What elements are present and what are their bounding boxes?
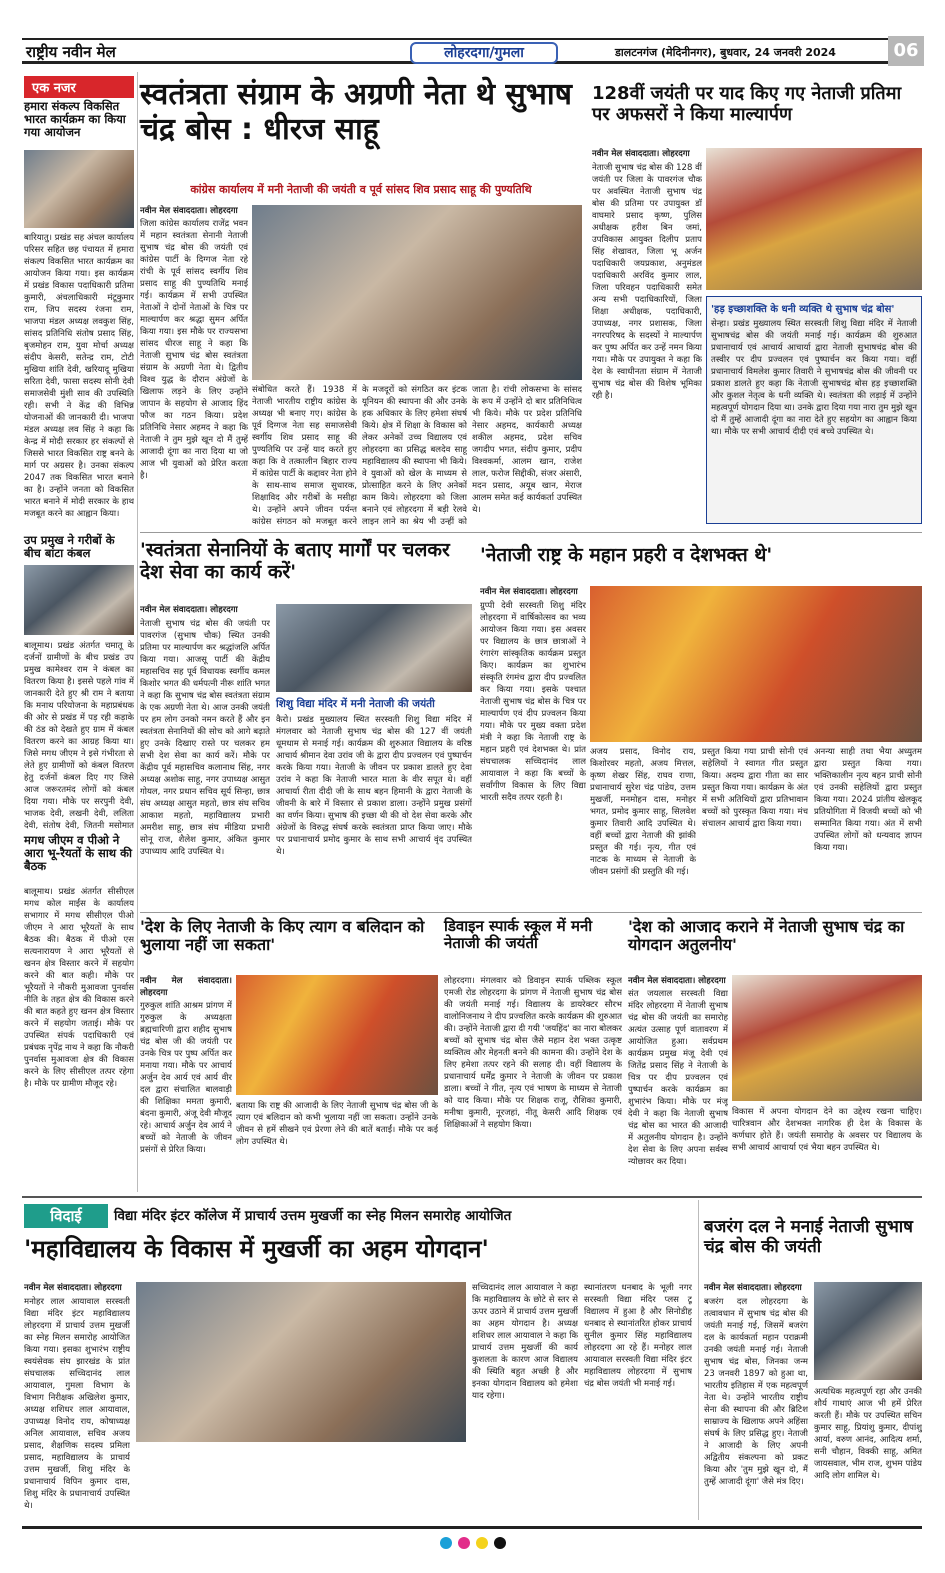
sidebar-story-2: बालूमाथ। प्रखंड अंतर्गत चमातू के दर्जनों ग्रामीणों के बीच प्रखंड उप प्रमुख कामेश्वर राम ने कंबल का वितरण किया है। इससे पहले गांव में जानकारी देते हुए श्री राम ने बताया कि मनाथ परियोजना के महाप्रबंधक की ओर से प्रखंड में पड़ रही कड़ाके की ठंड को देखते हुए ग्राम में कंबल वितरण करने का आग्रह किया था। जिसे मगध जीएम ने इसे गंभीरता से लेते हुए ग्रामीणों को कंबल वितरण हेतु दर्जनों कंबल दिए गए जिसे आज जरूरतमंद लोगों को कंबल दिया गया। मौके पर सरपुनी देवी, भाजक देवी, लखनी देवी, ललिता देवी, संतोष देवी, जितनी मसोमात [24, 641, 134, 830]
vidai-headline: 'महाविद्यालय के विकास में मुखर्जी का अहम योगदान' [24, 1235, 489, 1263]
vidai-strap: विद्या मंदिर इंटर कॉलेज में प्राचार्य उत्तम मुखर्जी का स्नेह मिलन समारोह आयोजित [114, 1208, 512, 1224]
atulniya-headline: 'देश को आजाद कराने में नेताजी सुभाष चंद्र का योगदान अतुलनीय' [628, 917, 905, 955]
lead-byline: नवीन मेल संवाददाता। लोहरदगा [140, 206, 238, 216]
lead-photo [252, 205, 582, 380]
vidai-body: मनोहर लाल आयावाल सरस्वती विद्या मंदिर इंटर महाविद्यालय लोहरदगा में प्राचार्य उत्तम मुखर्जी का स्नेह मिलन समारोह आयोजित किया गया। इसका शुभारंभ राष्ट्रीय स्वयंसेवक संघ झारखंड के प्रांत संघचालक सच्चिदानंद लाल आयावाल, गुमला विभाग के विभाग निरीक्षक अखिलेश कुमार, अध्यक्ष शशिधर लाल आयावाल, उपाध्यक्ष विनोद राय, कोषाध्यक्ष अनिल आयावाल, सचिव अजय प्रसाद, शैक्षणिक सदस्य प्रमिला प्रसाद, महाविद्यालय के प्राचार्य उत्तम मुखर्जी, शिशु मंदिर के प्रधानाचार्य विपिन कुमार दास, शिशु मंदिर के प्रधानाचार्य उपस्थित थे। [24, 1297, 130, 1511]
senani-byline: नवीन मेल संवाददाता। लोहरदगा [140, 605, 238, 615]
atulniya-col-2: विकास में अपना योगदान देने का उद्देश्य रखना चाहिए। चारित्रवान और देशभक्त नागरिक ही देश के विकास के कर्णधार होते हैं। जयंती समारोह के अवसर पर विद्यालय के सभी आचार्य आचार्या एवं भैया बहन उपस्थित थे। [732, 1107, 922, 1153]
vidai-divider [698, 1200, 699, 1520]
bajrang-col-2: अत्यधिक महत्वपूर्ण रहा और उनकी शौर्य गाथाएं आज भी हमें प्रेरित करती हैं। मौके पर उपस्थित सचिन कुमार साहू, प्रियांशु कुमार, दीपांशु आर्या, वरुण आनंद, आदित्य शर्मा, सनी चौहान, विक्की साहू, अमित जायसवाल, भीम राज, शुभम पांडेय आदि लोग शामिल थे। [814, 1387, 922, 1481]
paper-name: राष्ट्रीय नवीन मेल [26, 43, 116, 61]
atulniya-photo [732, 975, 922, 1101]
sidebar-headline-1: हमारा संकल्प विकसित भारत कार्यक्रम का किया गया आयोजन [24, 99, 126, 140]
vidai-photo [136, 1282, 466, 1442]
bajrang-byline: नवीन मेल संवाददाता। लोहरदगा [704, 1283, 802, 1293]
officers-box-title: 'हड़ इच्छाशक्ति के धनी व्यक्ति थे सुभाष चंद्र बोस' [711, 304, 895, 315]
officers-box [706, 296, 922, 524]
tyag-body: गुरुकुल शांति आश्रम प्रांगण में गुरुकुल के अध्यक्षता ब्रह्मचारिणी द्वारा शहीद सुभाष चंद्र बोस जी की जयंती पर उनके चित्र पर पुष्प अर्पित कर मनाया गया। मौके पर आचार्य अर्जुन देव आर्य एवं आर्य वीर दल द्वारा संचालित बालवाड़ी की शिक्षिका ममता कुमारी, बंदना कुमारी, अंजू देवी मौजूद रहे। आचार्य अर्जुन देव आर्य ने बच्चों को नेताजी के जीवन प्रसंगों से प्रेरित किया। [140, 1001, 232, 1155]
tyag-headline: 'देश के लिए नेताजी के किए त्याग व बलिदान को भुलाया नहीं जा सकता' [140, 917, 425, 955]
prahari-body: ग्रुप्पी देवी सरस्वती शिशु मंदिर लोहरदगा में वार्षिकोत्सव का भव्य आयोजन किया गया। इस अवसर पर विद्यालय के छात्र छात्राओं ने रंगारंग सांस्कृतिक कार्यक्रम प्रस्तुत किए। कार्यक्रम का शुभारंभ संस्कृति रंगमंच द्वारा दीप प्रज्वलित कर किया गया। इसके पश्चात नेताजी सुभाष चंद्र बोस के चित्र पर माल्यार्पण एवं दीप प्रज्वलन किया गया। मौके पर मुख्य वक्ता प्रदेश मंत्री ने कहा कि नेताजी राष्ट्र के महान प्रहरी एवं देशभक्त थे। प्रांत संघचालक सच्चिदानंद लाल आयावाल ने कहा कि बच्चों के सर्वांगीण विकास के लिए विद्या भारती सदैव तत्पर रहती है। [480, 601, 586, 803]
tyag-col-2: बताया कि राष्ट्र की आजादी के लिए नेताजी सुभाष चंद्र बोस जी के त्याग एवं बलिदान को कभी भुलाया नहीं जा सकता। उन्होंने उनके जीवन से हमें सीखने एवं प्रेरणा लेने की बातें बताईं। मौके पर कई लोग उपस्थित थे। [236, 1101, 438, 1147]
lead-col-2: संबोधित करते हैं। 1938 में नेताजी भारतीय राष्ट्रीय कांग्रेस के अध्यक्ष भी बनाए गए। कांग्रेस के पूर्व दिग्गज नेता सह समाजसेवी स्वर्गीय शिव प्रसाद साहू की पुण्यतिथि पर उन्हें याद करते हुए कहा कि वे तत्कालीन बिहार राज्य में कांग्रेस पार्टी के कद्दावर नेता होने के साथ-साथ समाज सुधारक, शिक्षाविद और गरीबों के मसीहा थे। उन्होंने अपने जीवन पर्यन्त कांग्रेस संगठन को मजबूत करने [252, 385, 357, 526]
sidebar-photo-2 [24, 565, 134, 635]
atulniya-body: संत जयलाल सरस्वती विद्या मंदिर लोहरदगा में नेताजी सुभाष चंद्र बोस की जयंती का समारोह अत्यंत उत्साह पूर्ण वातावरण में आयोजित हुआ। सर्वप्रथम कार्यक्रम प्रमुख मंजू देवी एवं जितेंद्र प्रसाद सिंह ने नेताजी के चित्र पर दीप प्रज्वलन एवं पुष्पार्चन करके कार्यक्रम का शुभारंभ किया। मौके पर मंजू देवी ने कहा कि नेताजी सुभाष चंद्र बोस का भारत की आजादी में अतुलनीय योगदान है। उन्होंने देश सेवा के लिए अपना सर्वस्व न्योछावर कर दिया। [628, 989, 728, 1167]
spark-headline: डिवाइन स्पार्क स्कूल में मनी नेताजी की जयंती [444, 917, 593, 953]
tyag-byline: नवीन मेल संवाददाता। लोहरदगा [140, 976, 232, 998]
edition-badge: लोहरदगा/गुमला [410, 42, 558, 64]
color-dot-3 [494, 1537, 506, 1549]
color-dot-1 [458, 1537, 470, 1549]
prahari-col-2: अजय प्रसाद, विनोद राय, किशोरवर महतो, अजय मित्तल, कृष्ण शेखर सिंह, राघव राणा, प्रधानाचार्य सुरेश चंद्र पांडेय, उत्तम मुखर्जी, मनमोहन दास, मनोहर भगत, प्रमोद कुमार साहू, सिलवेश कुमार तिवारी आदि उपस्थित थे। वहीं बच्चों द्वारा नेताजी की झांकी प्रस्तुत की गई। नृत्य, गीत एवं नाटक के माध्यम से नेताजी के जीवन प्रसंगों की प्रस्तुति की गई। [590, 747, 696, 877]
senani-photo [276, 604, 472, 692]
officers-headline: 128वीं जयंती पर याद किए गए नेताजी प्रतिमा पर अफसरों ने किया माल्यार्पण [592, 83, 902, 125]
officers-box-body: सेन्हा। प्रखंड मुख्यालय स्थित सरस्वती शिशु विद्या मंदिर में नेताजी सुभाषचंद्र बोस की जयंती मनाई गई। कार्यक्रम की शुरुआत प्रधानाचार्य एवं आचार्य आचार्या द्वारा नेताजी सुभाषचंद्र बोस की तस्वीर पर दीप प्रज्वलन एवं पुष्पार्चन कर किया गया। वहीं प्रधानाचार्य विमलेश कुमार तिवारी ने सुभाषचंद्र बोस की जीवनी पर प्रकाश डालते हुए कहा कि नेताजी सुभाषचंद्र बोस हड़ इच्छाशक्ति और कुशल नेतृत्व के धनी व्यक्ति थे। स्वतंत्रता की लड़ाई में उन्होंने महत्वपूर्ण योगदान दिया था। उनके द्वारा दिया गया नारा तुम मुझे खून दो मैं तुम्हें आजादी दूंगा का नारा देते हुए सहयोग का आह्वान किया था। मौके पर सभी आचार्य दीदी एवं बच्चे उपस्थित थे। [711, 319, 917, 437]
bajrang-body: बजरंग दल लोहरदगा के तत्वावधान में सुभाष चंद्र बोस की जयंती मनाई गई, जिसमें बजरंग दल के कार्यकर्ता महान पराक्रमी उनकी जयंती मनाई गई। नेताजी सुभाष चंद्र बोस, जिनका जन्म 23 जनवरी 1897 को हुआ था, भारतीय इतिहास में एक महत्वपूर्ण नेता थे। उन्होंने भारतीय राष्ट्रीय सेना की स्थापना की और ब्रिटिश साम्राज्य के खिलाफ अपने अहिंसा संघर्ष के लिए प्रसिद्ध हुए। नेताजी ने आजादी के लिए अपनी अद्वितीय संकल्पना को प्रकट किया और 'तुम मुझे खून दो, मैं तुम्हें आजादी दूंगा' जैसे मंत्र दिए। [704, 1297, 808, 1487]
spark-body: लोहरदगा। मंगलवार को डिवाइन स्पार्क पब्लिक स्कूल एमजी रोड लोहरदगा के प्रांगण में नेताजी सुभाष चंद्र बोस की जयंती मनाई गई। विद्यालय के डायरेक्टर सौरभ वालोनिजनाथ ने दीप प्रज्वलित करके कार्यक्रम की शुरुआत की। उन्होंने नेताजी द्वारा दी गयी 'जयहिंद' का नारा बोलकर बच्चों को सुभाष चंद्र बोस जैसे महान देश भक्त उत्कृष्ट व्यक्तित्व और मेहनती बनने की कामना की। उन्होंने देश के लिए हमेशा तत्पर रहने की सलाह दी। वहीं विद्यालय के प्रधानाचार्य धर्मेंद्र कुमार ने नेताजी के जीवन पर प्रकाश डाला। बच्चों ने गीत, नृत्य एवं भाषण के माध्यम से नेताजी को याद किया। मौके पर शिक्षक राजू, रौशिका कुमारी, मनीषा कुमारी, नूरजहां, नीतू केसरी आदि शिक्षक एवं शिक्षिकाओं ने सहयोग किया। [444, 976, 622, 1130]
vidai-byline: नवीन मेल संवाददाता। लोहरदगा [24, 1283, 122, 1293]
sidebar-story-3: बालूमाथ। प्रखंड अंतर्गत सीसीएल मगध कोल माईंस के कार्यालय सभागार में मगध सीसीएल पीओ जीएम ने आरा भूरैयतों के साथ बैठक की। बैठक में पीओ एस सत्यनारायण ने आरा भूरैयतों से खनन क्षेत्र विस्तार करने में सहयोग करने की बात कही। मौके पर भूरैयतों ने नौकरी मुआवजा पुनर्वास नीति के तहत क्षेत्र की विकास करने की बात कहते हुए खनन क्षेत्र विस्तार करने में सहयोग जताई। मौके पर उपस्थित संपर्क पदाधिकारी एवं प्रबंधक नृपेंद्र नाथ ने कहा कि नौकरी पुनर्वास मुआवजा क्षेत्र की विकास करने के लिए सीसीएल तत्पर रहेगा है। मौके पर ग्रामीण मौजूद रहे। [24, 887, 134, 1089]
footer-rule [22, 1526, 922, 1529]
vidai-tag: विदाई [24, 1204, 108, 1228]
lead-col-1: जिला कांग्रेस कार्यालय राजेंद्र भवन में महान स्वतंत्रता सेनानी नेताजी सुभाष चंद्र बोस की जयंती एवं कांग्रेस पार्टी के दिग्गज नेता रहे रांची के पूर्व सांसद स्वर्गीय शिव प्रसाद साहू की पुण्यतिथि मनाई गई। कार्यक्रम में सभी उपस्थित नेताओं ने दोनों नेताओं के चित्र पर माल्यार्पण कर श्रद्धा सुमन अर्पित किया गया। इस मौके पर राज्यसभा सांसद धीरज साहू ने कहा कि नेताजी सुभाष चंद्र बोस स्वतंत्रता संग्राम के अग्रणी नेता थे। द्वितीय विश्व युद्ध के दौरान अंग्रेजों के खिलाफ लड़ने के लिए उन्होंने जापान के सहयोग से आजाद हिंद फौज का गठन किया। प्रदेश प्रतिनिधि नेसार अहमद ने कहा कि नेताजी ने तुम मुझे खून दो मैं तुम्हें आजादी दूंगा का नारा दिया था जो आज भी युवाओं को प्रेरित करता है। [140, 219, 248, 481]
prahari-photo [590, 586, 922, 742]
lead-col-4: जाता है। रांची लोकसभा के सांसद के रूप में उन्होंने दो बार प्रतिनिधित्व भी किये। मौके पर प्रदेश प्रतिनिधि नेसार अहमद, कार्यकारी अध्यक्ष शकील अहमद, प्रदेश सचिव जगदीप भगत, संदीप कुमार, प्रदीप विश्वकर्मा, आलम खान, राजेश लाल, फरोज सिद्दीकी, संजर अंसारी, मदन प्रसाद, अयूब खान, मेराज आलम समेत कई कार्यकर्ता उपस्थित थे। [472, 385, 582, 515]
shishu-body: कैरो। प्रखंड मुख्यालय स्थित सरस्वती शिशु विद्या मंदिर में मंगलवार को नेताजी सुभाष चंद्र बोस की 127 वीं जयंती धूमधाम से मनाई गई। कार्यक्रम की शुरुआत विद्यालय के वरिष्ठ आचार्य श्रीमान देवा उरांव जी के द्वारा दीप प्रज्वलन एवं पुष्पार्चन करके किया गया। नेताजी के जीवन पर प्रकाश डालते हुए देवा उरांव ने कहा कि नेताजी भारत माता के वीर सपूत थे। वहीं आचार्या रीता दीदी जी के साथ बहन हिमानी के द्वारा नेताजी के जीवनी के बारे में विस्तार से प्रकाश डाला। उन्होंने प्रमुख प्रसंगों का वर्णन किया। सुभाष की इच्छा थी की वो देश सेवा करके और अंग्रेजों के विरुद्ध संघर्ष करके स्वतंत्रता प्राप्त किया जाए। मौके पर प्रधानाचार्य प्रमोद कुमार के साथ सभी आचार्य वृंद उपस्थित थे। [276, 715, 472, 857]
officers-photo [706, 148, 922, 290]
tyag-photo [236, 975, 438, 1095]
prahari-col-3: प्रस्तुत किया गया प्राची सोनी एवं सहेलियों ने स्वागत गीत प्रस्तुत किया। अदम्य द्वारा गीता का सार प्रस्तुत किया गया। कार्यक्रम के अंत में सभी अतिथियों द्वारा प्रतिभावान बच्चों को पुरस्कृत किया गया। मंच संचालन आचार्य द्वारा किया गया। [702, 747, 808, 829]
sidebar-headline-2: उप प्रमुख ने गरीबों के बीच बांटा कंबल [24, 533, 115, 561]
lead-headline: स्वतंत्रता संग्राम के अग्रणी नेता थे सुभाष चंद्र बोस : धीरज साहू [140, 77, 572, 147]
vidai-col-2: सच्चिदानंद लाल आयावाल ने कहा कि महाविद्यालय के छोटे से स्तर से ऊपर उठाने में प्राचार्य उत्तम मुखर्जी का अहम योगदान है। अध्यक्ष शशिधर लाल आयावाल ने कहा कि प्राचार्य उत्तम मुखर्जी की कार्य कुशलता के कारण आज विद्यालय की स्थिति बहुत अच्छी है और इनका योगदान विद्यालय को हमेशा याद रहेगा। [472, 1283, 578, 1401]
sidebar-divider [137, 72, 138, 1192]
prahari-col-4: अनन्या साही तथा भैया अध्युतम द्वारा प्रस्तुत किया गया। भक्तिकालीन नृत्य बहन प्राची सोनी एवं उनकी सहेलियों द्वारा प्रस्तुत किया गया। 2024 प्रांतीय खेलकूद प्रतियोगिता में विजयी बच्चों को भी सम्मानित किया गया। अंत में सभी उपस्थित लोगों को धन्यवाद ज्ञापन किया गया। [814, 747, 922, 853]
prahari-headline: 'नेताजी राष्ट्र के महान प्रहरी व देशभक्त थे' [480, 544, 773, 566]
lead-col-3: के मजदूरों को संगठित कर इंटक यूनियन की स्थापना की और उनके हक अधिकार के लिए हमेशा संघर्ष किये। क्षेत्र में शिक्षा के विकास को लेकर अनेकों उच्च विद्यालय एवं लोहरदगा का प्रसिद्ध बलदेव साहू महाविद्यालय की स्थापना भी किये। वे युवाओं को खेल के माध्यम से प्रोत्साहित करने के लिए अनेकों काम किये। लोहरदगा को जिला बनाने एवं लोहरदगा में बड़ी रेलवे लाइन लाने का श्रेय भी उन्हीं को [362, 385, 467, 526]
dateline: डालटनगंज (मेदिनीनगर), बुधवार, 24 जनवरी 2024 [615, 46, 836, 59]
section-rule-2 [140, 912, 922, 913]
bajrang-headline: बजरंग दल ने मनाई नेताजी सुभाष चंद्र बोस की जयंती [704, 1217, 913, 1257]
section-rule-3 [22, 1196, 922, 1198]
officers-byline: नवीन मेल संवाददाता। लोहरदगा [592, 149, 690, 159]
officers-body: नेताजी सुभाष चंद्र बोस की 128 वीं जयंती पर जिला के पावरगंज चौक पर अवस्थित नेताजी सुभाष चंद्र बोस की प्रतिमा पर उपायुक्त डॉ वाघमारे प्रसाद कृष्ण, पुलिस अधीक्षक हरीश बिन जमां, उपविकास आयुक्त दिलीप प्रताप सिंह शेखावत, जिला भू अर्जन पदाधिकारी जयप्रकाश, अनुमंडल पदाधिकारी अरविंद कुमार लाल, जिला परिवहन पदाधिकारी समेत अन्य सभी पदाधिकारियों, जिला शिक्षा अधीक्षक, पदाधिकारी, उपाध्यक्ष, नगर प्रशासक, जिला नगरपरिषद के सदस्यों ने माल्यार्पण कर पुष्प अर्पित कर उन्हें नमन किया गया। मौके पर उपायुक्त ने कहा कि देश के स्वाधीनता संग्राम में नेताजी सुभाष चंद्र बोस की विशेष भूमिका रही है। [592, 163, 702, 401]
color-dot-2 [476, 1537, 488, 1549]
page-number: 06 [888, 36, 924, 66]
lead-subhead: कांग्रेस कार्यालय में मनी नेताजी की जयंती व पूर्व सांसद शिव प्रसाद साहू की पुण्यतिथि [190, 183, 532, 196]
bajrang-photo [814, 1282, 922, 1380]
prahari-byline: नवीन मेल संवाददाता। लोहरदगा [480, 587, 578, 597]
sidebar-tag: एक नजर [24, 76, 134, 98]
vidai-col-3: स्थानांतरण धनबाद के भूली नगर सरस्वती विद्या मंदिर प्लस टू विद्यालय में हुआ है और सिनोडीह धनबाद से स्थानांतरित होकर प्राचार्य सुनील कुमार सिंह महाविद्यालय लोहरदगा आ रहे हैं। मनोहर लाल आयावाल सरस्वती विद्या मंदिर इंटर महाविद्यालय लोहरदगा में सुभाष चंद्र बोस जयंती भी मनाई गई। [584, 1283, 692, 1389]
color-registration-dots [440, 1534, 512, 1553]
atulniya-byline: नवीन मेल संवाददाता। लोहरदगा [628, 976, 726, 986]
sidebar-story-1: बारियातु। प्रखंड सह अंचल कार्यालय परिसर सहित छह पंचायत में हमारा संकल्प विकसित भारत कार्यक्रम का आयोजन किया गया। इस कार्यक्रम में प्रखंड विकास पदाधिकारी प्रतिमा कुमारी, अंचलाधिकारी मंटूकुमार राम, जिप सदस्य रंजना राम, भाजपा मंडल अध्यक्ष लवकुश सिंह, सांसद प्रतिनिधि संतोष प्रसाद सिंह, बृजमोहन राम, युवा मोर्चा अध्यक्ष संदीप केसरी, सतेन्द्र राम, टोटी मुखिया शांति देवी, खरियादू मुखिया सरिता देवी, फासा सदस्य सोनी देवी समाजसेवी मुंशी साव की उपस्थिति रही। सभी ने केंद्र की विभिन्न योजनाओं की जानकारी दी। भाजपा मंडल अध्यक्ष लव सिंह ने कहा कि केन्द्र में मोदी सरकार हर संकल्पों से जिससे भारत विकसित राष्ट्र बनने के मार्ग पर अग्रसर है। उनका संकल्प 2047 तक विकसित भारत बनाने का है। उन्होंने जनता को विकसित भारत बनाने में मोदी सरकार के हाथ मजबूत करने का आह्वान किया। [24, 233, 134, 519]
senani-body: नेताजी सुभाष चंद्र बोस की जयंती पर पावरगंज (सुभाष चौक) स्थित उनकी प्रतिमा पर माल्यार्पण कर श्रद्धांजलि अर्पित किया गया। आजसू पार्टी की केंद्रीय महासचिव सह पूर्व विधायक स्वर्गीय कमल किशोर भगत की धर्मपत्नी नीरू शांति भगत ने कहा कि सुभाष चंद्र बोस स्वतंत्रता संग्राम के एक अग्रणी नेता थे। आज उनकी जयंती पर हम लोग उनको नमन करते हैं और इन स्वतंत्रता सेनानियों की सोच को आगे बढ़ाते हुए उनके दिखाए रास्ते पर चलकर हम सभी देश सेवा का कार्य करें। मौके पर केंद्रीय पूर्व महासचिव कलानाथ सिंह, नगर अध्यक्ष अशोक साहू, नगर उपाध्यक्ष आसुत गोयल, नगर प्रधान सचिव सूर्य सिन्हा, छात्र संघ अध्यक्ष आसुत महतो, छात्र संघ सचिव आकाश महतो, महाविद्यालय प्रभारी अमरीश साहू, छात्र संघ मीडिया प्रभारी सोनू राज, शैलेश कुमार, अंकित कुमार उपाध्याय आदि उपस्थित थे। [140, 619, 270, 857]
section-rule-1 [140, 532, 922, 533]
sidebar-photo-1 [24, 150, 134, 228]
sidebar-headline-3: मगध जीएम व पीओ ने आरा भू-रैयतों के साथ की बैठक [24, 833, 132, 874]
color-dot-0 [440, 1537, 452, 1549]
senani-headline: 'स्वतंत्रता सेनानियों के बताए मार्गों पर चलकर देश सेवा का कार्य करें' [140, 539, 450, 583]
shishu-headline: शिशु विद्या मंदिर में मनी नेताजी की जयंती [276, 698, 435, 710]
